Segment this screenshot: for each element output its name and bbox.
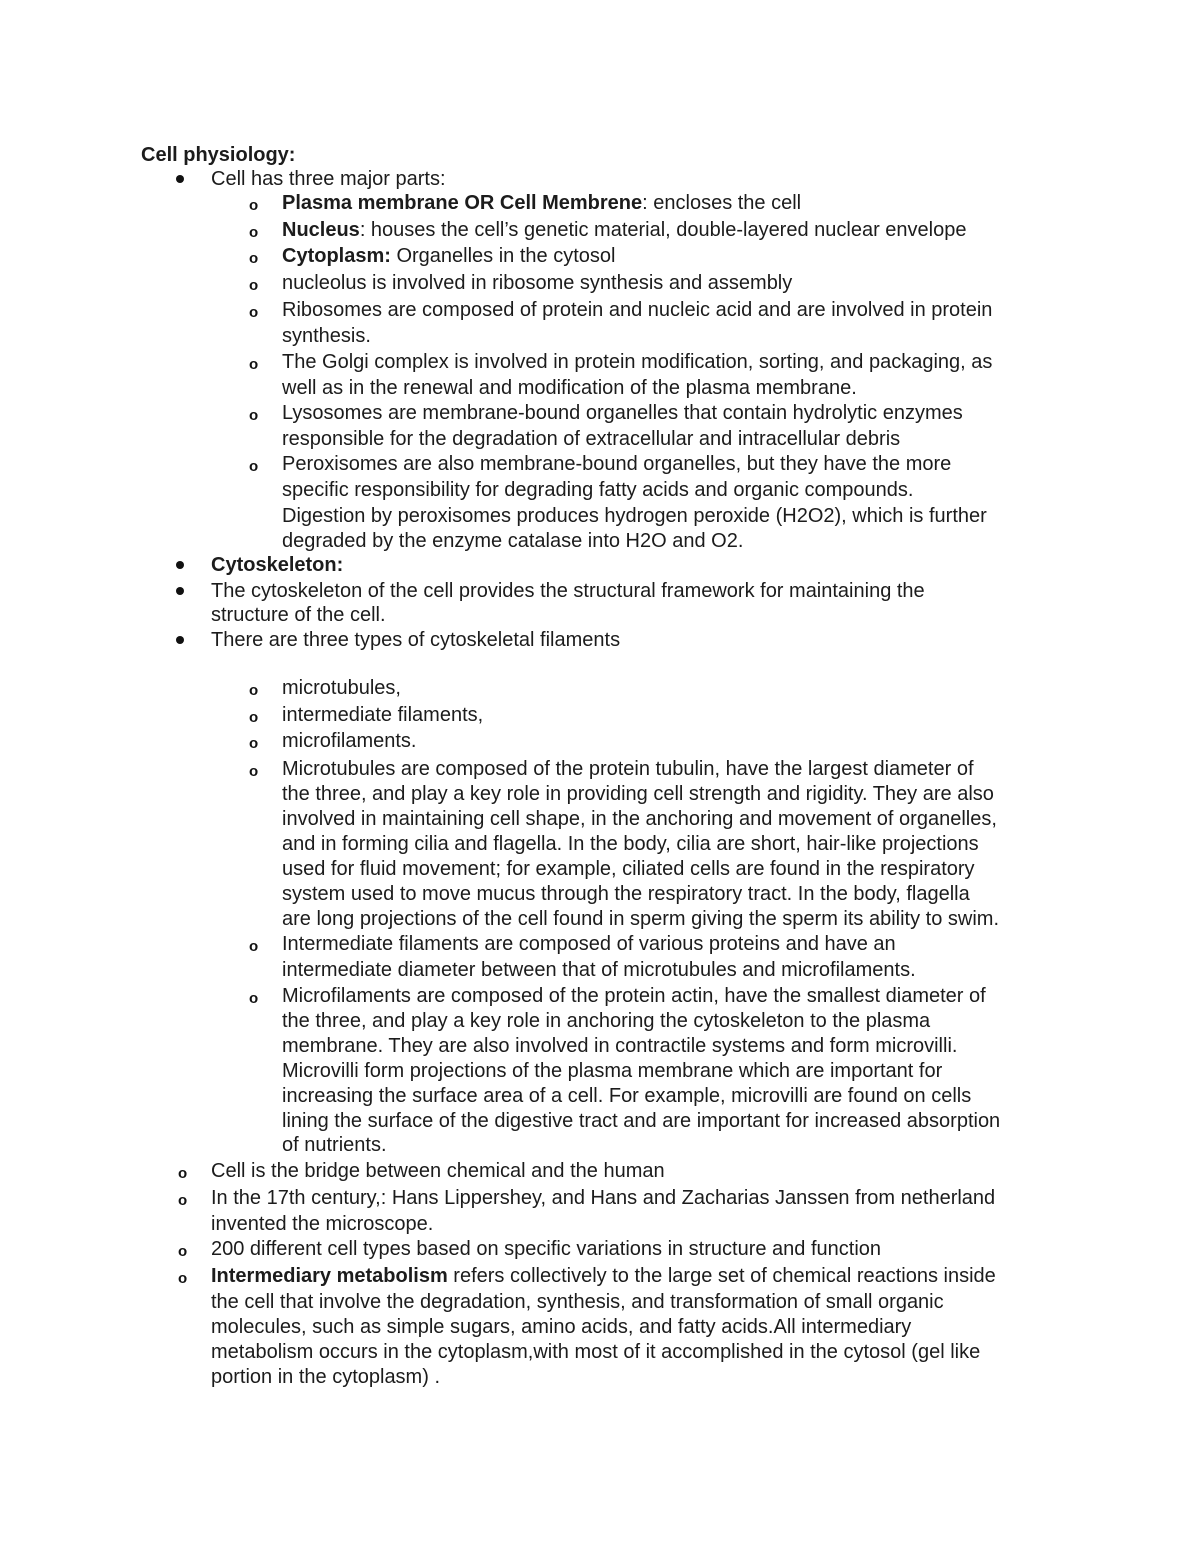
history-line-2: invented the microscope.: [211, 1213, 434, 1235]
microfilaments-line-4: Microvilli form projections of the plasma membrane which are important for: [282, 1060, 943, 1082]
golgi-line-2: well as in the renewal and modification of the plasma membrane.: [282, 377, 857, 399]
sub-bullet: o: [249, 990, 259, 1007]
part-nucleus: [282, 218, 966, 243]
microtubules-line-6: system used to move mucus through the respiratory tract. In the body, flagella: [282, 883, 970, 905]
bullet-dot: [176, 587, 184, 595]
metabolism-line-3: molecules, such as simple sugars, amino acids, and fatty acids.All intermediary: [211, 1316, 912, 1338]
metabolism-line-2: the cell that involve the degradation, synthesis, and transformation of small organic: [211, 1291, 944, 1313]
microtubules-line-5: used for fluid movement; for example, ciliated cells are found in the respiratory: [282, 858, 975, 880]
bullet-dot: [176, 636, 184, 644]
microtubules-line-7: are long projections of the cell found in sperm giving the sperm its ability to swim.: [282, 908, 1000, 930]
sub-bullet: o: [249, 458, 259, 475]
lysosomes-line-1: Lysosomes are membrane-bound organelles that contain hydrolytic enzymes: [282, 402, 963, 424]
cytoskeleton-heading: Cytoskeleton:: [211, 554, 344, 576]
metabolism-line-4: metabolism occurs in the cytoplasm,with most of it accomplished in the cytosol (gel like: [211, 1341, 981, 1363]
filament-type-microfilaments: microfilaments.: [282, 730, 417, 752]
metabolism-line-5: portion in the cytoplasm) .: [211, 1366, 440, 1388]
part-label: Nucleus: [282, 219, 360, 241]
microfilaments-line-2: the three, and play a key role in anchoring the cytoskeleton to the plasma: [282, 1010, 931, 1032]
lysosomes-line-2: responsible for the degradation of extracellular and intracellular debris: [282, 428, 901, 450]
sub-bullet: o: [249, 735, 259, 752]
microfilaments-line-1: Microfilaments are composed of the protein actin, have the smallest diameter of: [282, 985, 986, 1007]
sub-bullet: o: [178, 1192, 188, 1209]
ribosomes-line-2: synthesis.: [282, 325, 371, 347]
sub-bullet: o: [178, 1243, 188, 1260]
microtubules-line-3: involved in maintaining cell shape, in the anchoring and movement of organelles,: [282, 808, 997, 830]
sub-bullet: o: [178, 1270, 188, 1287]
bridge-line: Cell is the bridge between chemical and the human: [211, 1160, 665, 1182]
metabolism-text: refers collectively to the large set of chemical reactions inside: [447, 1265, 996, 1287]
part-label: Cytoplasm:: [282, 245, 391, 267]
sub-bullet: o: [249, 224, 259, 241]
peroxisomes-line-1: Peroxisomes are also membrane-bound organelles, but they have the more: [282, 453, 952, 475]
sub-bullet: o: [249, 682, 259, 699]
microfilaments-line-7: of nutrients.: [282, 1134, 387, 1156]
peroxisomes-line-2: specific responsibility for degrading fatty acids and organic compounds.: [282, 479, 914, 501]
filament-type-microtubules: microtubules,: [282, 677, 401, 699]
microtubules-line-2: the three, and play a key role in providing cell strength and rigidity. They are also: [282, 783, 994, 805]
part-label: Plasma membrane OR Cell Membrene: [282, 192, 643, 214]
history-line-1: In the 17th century,: Hans Lippershey, and Hans and Zacharias Janssen from netherland: [211, 1187, 996, 1209]
filament-type-intermediate: intermediate filaments,: [282, 704, 484, 726]
part-plasma-membrane: [282, 191, 801, 216]
part-desc: : encloses the cell: [642, 192, 802, 214]
metabolism-line-1: [211, 1264, 996, 1289]
filament-types-intro: There are three types of cytoskeletal filaments: [211, 629, 621, 651]
ribosomes-line-1: Ribosomes are composed of protein and nucleic acid and are involved in protein: [282, 299, 993, 321]
sub-bullet: o: [249, 250, 259, 267]
metabolism-term: Intermediary metabolism: [211, 1265, 448, 1287]
intro-line: Cell has three major parts:: [211, 168, 446, 190]
part-desc: Organelles in the cytosol: [390, 245, 616, 267]
part-desc: : houses the cell’s genetic material, double-layered nuclear envelope: [359, 219, 967, 241]
sub-bullet: o: [178, 1165, 188, 1182]
bullet-dot: [176, 175, 184, 183]
document-title: Cell physiology:: [141, 144, 296, 166]
cell-types-line: 200 different cell types based on specific variations in structure and function: [211, 1238, 882, 1260]
sub-bullet: o: [249, 407, 259, 424]
sub-bullet: o: [249, 709, 259, 726]
intermediate-line-2: intermediate diameter between that of microtubules and microfilaments.: [282, 959, 916, 981]
nucleolus-line: nucleolus is involved in ribosome synthesis and assembly: [282, 272, 793, 294]
intermediate-line-1: Intermediate filaments are composed of various proteins and have an: [282, 933, 896, 955]
microfilaments-line-6: lining the surface of the digestive tract and are important for increased absorption: [282, 1110, 1001, 1132]
cytoskeleton-desc-line-1: The cytoskeleton of the cell provides the structural framework for maintaining the: [211, 580, 925, 602]
cytoskeleton-desc-line-2: structure of the cell.: [211, 604, 386, 626]
microtubules-line-4: and in forming cilia and flagella. In the body, cilia are short, hair-like projections: [282, 833, 979, 855]
sub-bullet: o: [249, 304, 259, 321]
peroxisomes-line-3: Digestion by peroxisomes produces hydrogen peroxide (H2O2), which is further: [282, 505, 987, 527]
sub-bullet: o: [249, 277, 259, 294]
sub-bullet: o: [249, 356, 259, 373]
microtubules-line-1: Microtubules are composed of the protein tubulin, have the largest diameter of: [282, 758, 974, 780]
sub-bullet: o: [249, 197, 259, 214]
microfilaments-line-5: increasing the surface area of a cell. For example, microvilli are found on cells: [282, 1085, 972, 1107]
golgi-line-1: The Golgi complex is involved in protein modification, sorting, and packaging, as: [282, 351, 993, 373]
bullet-dot: [176, 561, 184, 569]
microfilaments-line-3: membrane. They are also involved in contractile systems and form microvilli.: [282, 1035, 958, 1057]
sub-bullet: o: [249, 938, 259, 955]
sub-bullet: o: [249, 763, 259, 780]
part-cytoplasm: [282, 244, 615, 269]
peroxisomes-line-4: degraded by the enzyme catalase into H2O and O2.: [282, 530, 744, 552]
